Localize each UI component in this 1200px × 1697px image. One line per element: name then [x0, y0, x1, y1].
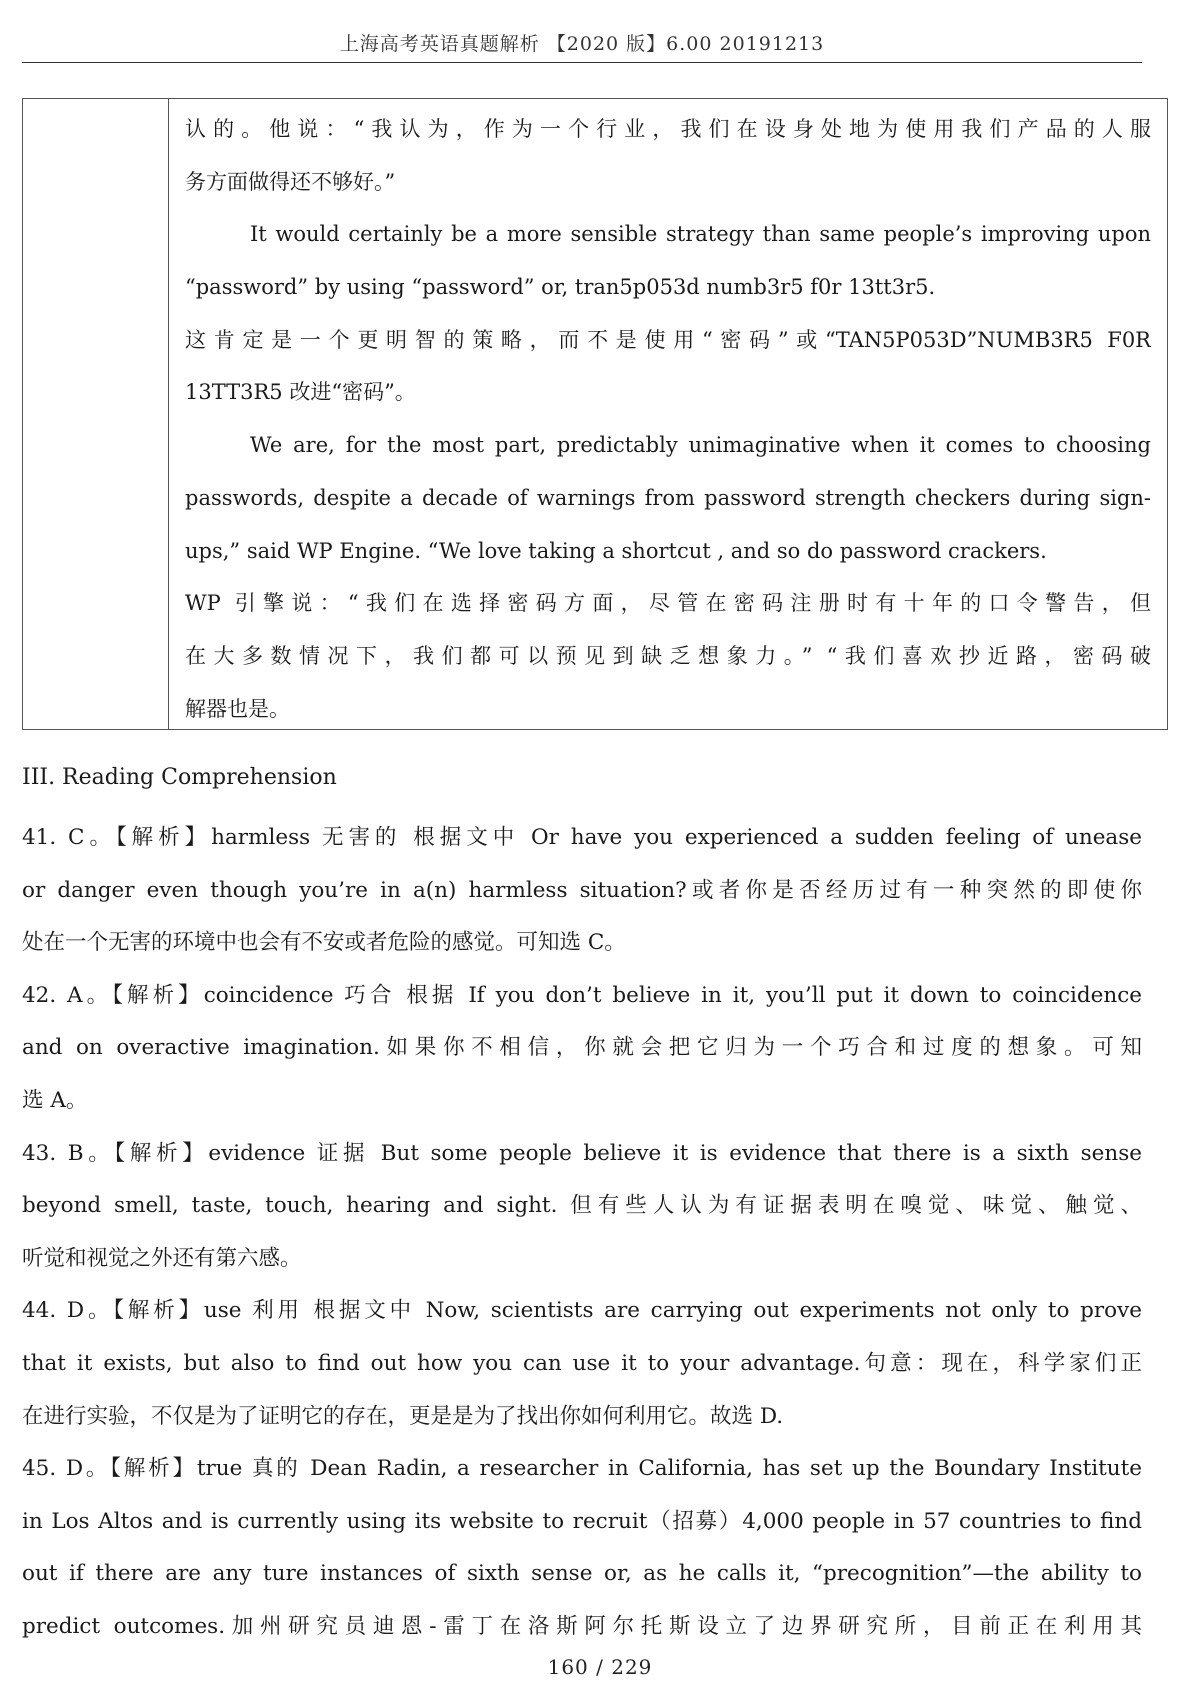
- answer-line: and on overactive imagination.如果你不相信，你就会把它归为一个巧合和过度的想象。可知: [22, 1035, 1142, 1061]
- answer-line: out if there are any ture instances of sixth sense or, as he calls it, “precognition”—the ability to: [22, 1561, 1142, 1587]
- answer-line: 42. A。【解析】coincidence 巧合 根据 If you don’t believe in it, you’ll put it down to coincidence: [22, 982, 1142, 1008]
- table-line: passwords, despite a decade of warnings from password strength checkers during sign-: [185, 485, 1151, 510]
- answer-line: in Los Altos and is currently using its website to recruit（招募）4,000 people in 57 countries to find: [22, 1508, 1142, 1534]
- answer-line: that it exists, but also to find out how you can use it to your advantage.句意：现在，科学家们正: [22, 1350, 1142, 1376]
- table-line: 务方面做得还不够好。”: [185, 169, 396, 194]
- table-left-cell: [23, 99, 169, 729]
- table-line: It would certainly be a more sensible strategy than same people’s improving upon: [250, 222, 1151, 247]
- answer-line: or danger even though you’re in a(n) harmless situation?或者你是否经历过有一种突然的即使你: [22, 877, 1142, 903]
- answer-line: predict outcomes.加州研究员迪恩-雷丁在洛斯阿尔托斯设立了边界研究所，目前正在利用其: [22, 1613, 1142, 1639]
- table-line: 13TT3R5 改进“密码”。: [185, 380, 416, 405]
- translation-table: [22, 98, 1168, 730]
- table-line: 在大多数情况下，我们都可以预见到缺乏想象力。” “我们喜欢抄近路，密码破: [185, 643, 1151, 668]
- page-number: 160 / 229: [547, 1655, 653, 1679]
- answer-line: 45. D。【解析】true 真的 Dean Radin, a researcher in California, has set up the Boundary Institute: [22, 1456, 1142, 1482]
- header-title: 上海高考英语真题解析 【2020 版】6.00 20191213: [339, 33, 825, 55]
- table-line: WP 引擎说：“我们在选择密码方面，尽管在密码注册时有十年的口令警告，但: [185, 591, 1151, 616]
- table-line: 解器也是。: [185, 696, 290, 721]
- answer-line: beyond smell, taste, touch, hearing and sight. 但有些人认为有证据表明在嗅觉、味觉、触觉、: [22, 1193, 1142, 1219]
- table-right-cell: [185, 103, 1151, 735]
- table-line: We are, for the most part, predictably unimaginative when it comes to choosing: [250, 433, 1151, 458]
- table-line: “password” by using “password” or, tran5p053d numb3r5 f0r 13tt3r5.: [185, 275, 936, 300]
- answer-line: 41. C。【解析】harmless 无害的 根据文中 Or have you experienced a sudden feeling of unease: [22, 825, 1142, 850]
- answer-explanations: [22, 812, 1142, 1654]
- answer-line: 处在一个无害的环境中也会有不安或者危险的感觉。可知选 C。: [22, 930, 626, 956]
- table-line: 这肯定是一个更明智的策略，而不是使用“密码”或“TAN5P053D”NUMB3R5 F0R: [185, 327, 1151, 352]
- answer-line: 在进行实验，不仅是为了证明它的存在，更是是为了找出你如何利用它。故选 D.: [22, 1403, 784, 1429]
- answer-line: 听觉和视觉之外还有第六感。: [22, 1245, 302, 1271]
- answer-line: 43. B。【解析】evidence 证据 But some people believe it is evidence that there is a sixth sense: [22, 1140, 1142, 1166]
- table-line: 认的。他说：“我认为，作为一个行业，我们在设身处地为使用我们产品的人服: [185, 117, 1151, 141]
- table-line: ups,” said WP Engine. “We love taking a shortcut , and so do password crackers.: [185, 538, 1047, 563]
- answer-line: 选 A。: [22, 1087, 88, 1113]
- answer-line: 44. D。【解析】use 利用 根据文中 Now, scientists are carrying out experiments not only to prove: [22, 1298, 1142, 1324]
- page-header: [22, 30, 1142, 63]
- section-title: III. Reading Comprehension: [22, 765, 337, 790]
